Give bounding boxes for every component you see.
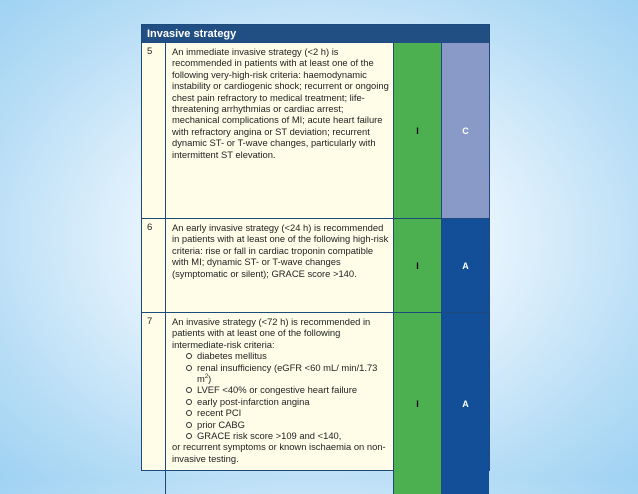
row-number: 6 — [142, 219, 166, 312]
criteria-item: GRACE risk score >109 and <140, — [186, 430, 389, 441]
recommendation-text: An immediate invasive strategy (<2 h) is recommended in patients with at least one of the following very-high-risk criteria: haemodynamic instability or cardiogenic shock; recurrent or ongoing chest pain refractory to medical treatment; life-threatening arrhythmias or cardiac arrest; mechanical complications of MI; acute heart failure with refractory angina or ST deviation; recurrent dynamic ST- or T-wave changes, particularly with intermittent ST elevation. — [166, 43, 394, 218]
table-row-7 — [142, 313, 489, 494]
criteria-item: prior CABG — [186, 419, 389, 430]
level-cell: A — [442, 219, 489, 312]
row-number: 7 — [142, 313, 166, 494]
criteria-item-text: renal insufficiency (eGFR <60 mL/ min/1.73 m — [197, 361, 378, 385]
recommendation-text — [166, 313, 394, 494]
recommendation-outro: or recurrent symptoms or known ischaemia on non-invasive testing. — [172, 441, 386, 464]
table-header: Invasive strategy — [142, 25, 489, 43]
class-cell: I — [394, 219, 442, 312]
level-cell: C — [442, 43, 489, 218]
level-cell: A — [442, 313, 489, 494]
criteria-item: recent PCI — [186, 407, 389, 418]
criteria-item — [186, 362, 389, 385]
superscript: 2 — [204, 373, 209, 380]
class-cell: I — [394, 43, 442, 218]
criteria-item: early post-infarction angina — [186, 396, 389, 407]
criteria-item-tail: ) — [208, 373, 212, 385]
table-row-6 — [142, 219, 489, 313]
recommendation-table — [141, 24, 490, 471]
table-row-5 — [142, 43, 489, 219]
recommendation-intro: An invasive strategy (<72 h) is recommended in patients with at least one of the following intermediate-risk criteria: — [172, 316, 371, 350]
row-number: 5 — [142, 43, 166, 218]
criteria-item: LVEF <40% or congestive heart failure — [186, 384, 389, 395]
criteria-item: diabetes mellitus — [186, 350, 389, 361]
class-cell: I — [394, 313, 442, 494]
criteria-list — [172, 350, 389, 441]
recommendation-text: An early invasive strategy (<24 h) is recommended in patients with at least one of the following high-risk criteria: rise or fall in cardiac troponin compatible with MI; dynamic ST- or T-wave changes (symptomatic or silent); GRACE score >140. — [166, 219, 394, 312]
